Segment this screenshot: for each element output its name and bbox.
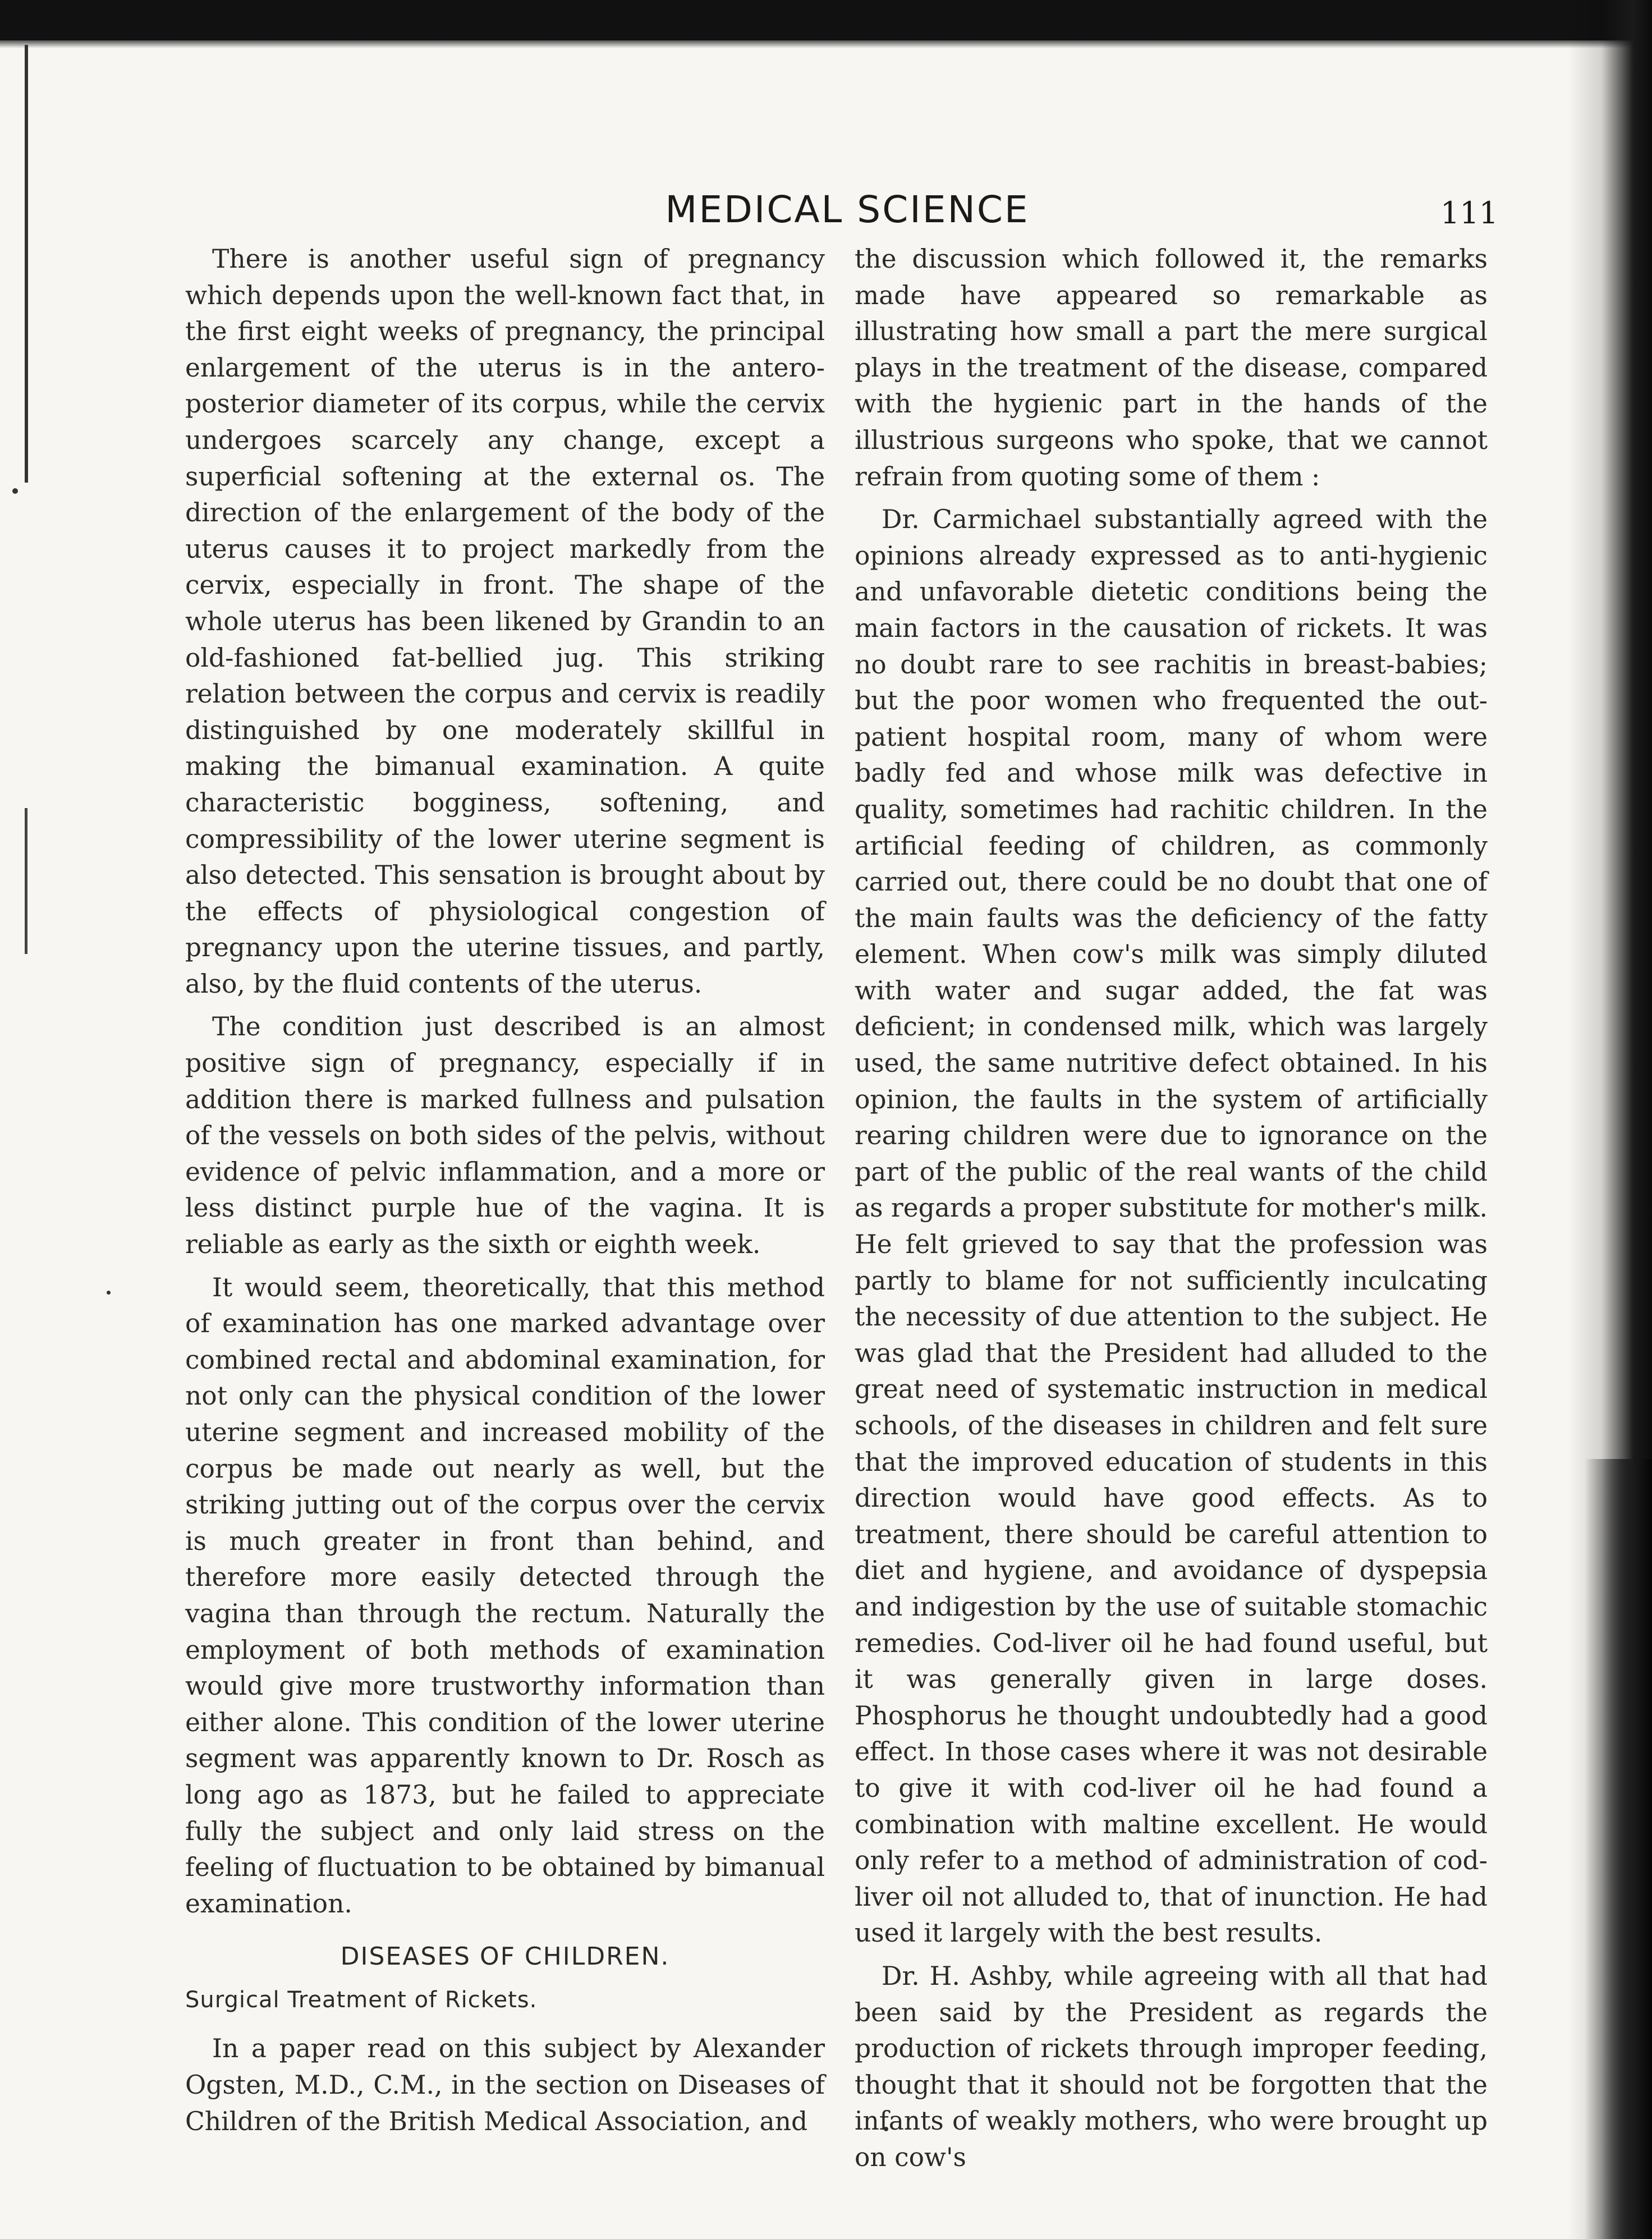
running-title: MEDICAL SCIENCE xyxy=(665,188,1030,231)
paragraph: In a paper read on this subject by Alexander Ogsten, M.D., C.M., in the section on Diseases of Children of the British Medical Association, and xyxy=(185,2034,825,2136)
paragraph: The condition just described is an almost positive sign of pregnancy, especially if in addition there is marked fullness and pulsation of the vessels on both sides of the pelvis, without evidence of pelvic inflammation, and a more or less distinct purple hue of the vagina. It is reliable as early as the sixth or eighth week. xyxy=(185,1012,825,1260)
scan-top-shadow xyxy=(0,40,1652,48)
scan-speck xyxy=(107,1291,111,1295)
scan-top-border xyxy=(0,0,1652,40)
right-column xyxy=(855,241,1488,2176)
paragraph: Dr. H. Ashby, while agreeing with all that had been said by the President as regards the production of rickets through improper feeding, thought that it should not be forgotten that the infants of weakly mothers, who were brought up on cow's xyxy=(855,1961,1488,2172)
scan-speck xyxy=(12,488,18,494)
left-column xyxy=(185,241,825,2140)
paragraph: It would seem, theoretically, that this method of examination has one marked advantage over combined rectal and abdominal examination, for not only can the physical condition of the lower uterine segment and increased mobility of the corpus be made out nearly as well, but the striking jutting out of the corpus over the cervix is much greater in front than behind, and therefore more easily detected through the vagina than through the rectum. Naturally the employment of both methods of examination would give more trustworthy information than either alone. This condition of the lower uterine segment was apparently known to Dr. Rosch as long ago as 1873, but he failed to appreciate fully the subject and only laid stress on the feeling of fluctuation to be obtained by bimanual examination. xyxy=(185,1272,825,1919)
scan-left-margin-line-lower xyxy=(25,808,27,954)
paragraph: the discussion which followed it, the remarks made have appeared so remarkable as illustrating how small a part the mere surgical plays in the treatment of the disease, compared with the hygienic part in the hands of the illustrious surgeons who spoke, that we cannot refrain from quoting some of them : xyxy=(855,244,1488,492)
paragraph: There is another useful sign of pregnancy which depends upon the well-known fact that, in the first eight weeks of pregnancy, the principal enlargement of the uterus is in the antero-posterior diameter of its corpus, while the cervix undergoes scarcely any change, except a superficial softening at the external os. The direction of the enlargement of the body of the uterus causes it to project markedly from the cervix, especially in front. The shape of the whole uterus has been likened by Grandin to an old-fashioned fat-bellied jug. This striking relation between the corpus and cervix is readily distinguished by one moderately skillful in making the bimanual examination. A quite characteristic bogginess, softening, and compressibility of the lower uterine segment is also detected. This sensation is brought about by the effects of physiological congestion of pregnancy upon the uterine tissues, and partly, also, by the fluid contents of the uterus. xyxy=(185,244,825,999)
scan-left-margin-line xyxy=(25,45,28,483)
paragraph: Dr. Carmichael substantially agreed with the opinions already expressed as to anti-hygienic and unfavorable dietetic conditions being the main factors in the causation of rickets. It was no doubt rare to see rachitis in breast-babies; but the poor women who frequented the out-patient hospital room, many of whom were badly fed and whose milk was defective in quality, sometimes had rachitic children. In the artificial feeding of children, as commonly carried out, there could be no doubt that one of the main faults was the deficiency of the fatty element. When cow's milk was simply diluted with water and sugar added, the fat was deficient; in condensed milk, which was largely used, the same nutritive defect obtained. In his opinion, the faults in the system of artificially rearing children were due to ignorance on the part of the public of the real wants of the child as regards a proper substitute for mother's milk. He felt grieved to say that the profession was partly to blame for not sufficiently inculcating the necessity of due attention to the subject. He was glad that the President had alluded to the great need of systematic instruction in medical schools, of the diseases in children and felt sure that the improved education of students in this direction would have good effects. As to treatment, there should be careful attention to diet and hygiene, and avoidance of dyspepsia and indigestion by the use of suitable stomachic remedies. Cod-liver oil he had found useful, but it was generally given in large doses. Phosphorus he thought undoubtedly had a good effect. In those cases where it was not desirable to give it with cod-liver oil he had found a combination with maltine excellent. He would only refer to a method of administration of cod-liver oil not alluded to, that of inunction. He had used it largely with the best results. xyxy=(855,504,1488,1948)
section-heading: DISEASES OF CHILDREN. xyxy=(340,1942,670,1971)
scan-right-edge-binding xyxy=(1585,1459,1652,2239)
article-subheading: Surgical Treatment of Rickets. xyxy=(185,1987,538,2013)
page-number: 111 xyxy=(1440,195,1498,231)
